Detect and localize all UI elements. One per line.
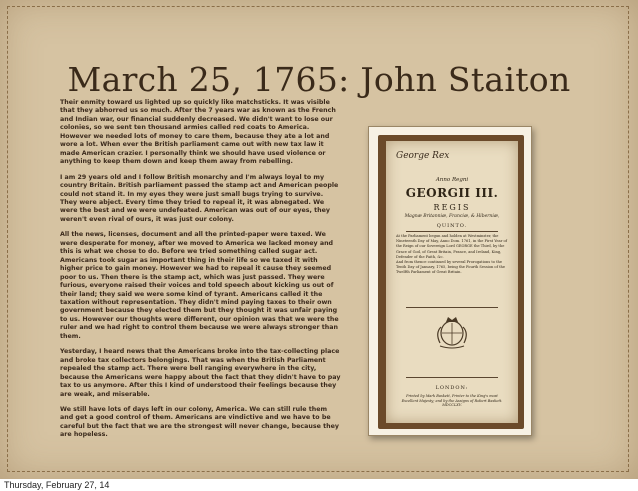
paragraph: Their enmity toward us lighted up so quickly like matchsticks. It was visible that they abhorred us so much. After the 7 years war as known as the French and Indian war, our financial suddenly decreased. We didn't want to lose our colonies, so we sent ten thousand armies called red coats to America. However we needed lots of money to care them, because they ate a lot and wore a lot. When ever the British parliament came out with new tax law it made American crazier. I personally think we should have used violence or anything to keep them down and keep them away from rebelling.	[60, 99, 336, 166]
paragraph: Yesterday, I heard news that the Americans broke into the tax-collecting place and broke tax collectors belongings. That was when the British Parliament repealed the stamp act. There were bell ranging everywhere in the city, because the Americans were happy about the fact that they didn't have to pay tax to us anymore. After this I kind of understood their feelings because they are weak, and miserable.	[60, 348, 341, 398]
imprint-text: Printed by Mark Baskett, Printer to the King's most Excellent Majesty; and by the Assigns of Robert Baskett. MDCCLXV.	[401, 394, 503, 408]
journal-text	[60, 99, 342, 447]
paragraph: We still have lots of days left in our colony, America. We can still rule them and get a good control of them. Americans are vindictive and we have to be careful but the fact that we are the strongest will never change, because they are hopeless.	[60, 405, 339, 439]
parliament-body: At the Parliament begun and holden at Westminster, the Nineteenth Day of May, Anno Dom. 1761, in the First Year of the Reign of our Sovereign Lord GEORGE the Third, by the Grace of God, of Great Britain, France, and Ireland, King, Defender of the Faith, &c.	[396, 234, 507, 259]
continued-text: And from thence continued by several Prorogations to the Tenth Day of January, 1765, being the Fourth Session of the Twelfth Parliament of Great Britain.	[396, 260, 505, 275]
title-page	[386, 141, 518, 423]
king-name: GEORGII III.	[405, 186, 499, 200]
slide-title: March 25, 1765: John Staiton	[67, 60, 571, 99]
book-cover	[378, 135, 524, 429]
regis-text: REGIS	[433, 203, 471, 212]
paragraph: All the news, licenses, document and all the printed-paper were taxed. We were desperate for money, after we moved to America we lacked money and this is what we chose to do. Before we tried something called sugar act. Americans took sugar as important thing in their life so we taxed it with higher price to gain money. However we had to repeal it cause they seemed poor to us. Then there is the stamp act, which was just passed. They were furious, everyone raised their voices and told speech about kicking us out of their land; they said we were some kind of tyrant. Americans called it the taxation without representation. They didn't mind paying taxes to their own government because they elected them but they thought it was unfair paying to us. However our thoughts were different, our opinion was that we were the ruler and we had right to control them because we were always stronger than them.	[60, 231, 339, 340]
session-text: QUINTO.	[436, 223, 468, 229]
slide-date: Thursday, February 27, 14	[4, 480, 110, 490]
divider	[406, 307, 498, 308]
royal-crest-icon	[432, 313, 472, 351]
london-text: LONDON:	[435, 385, 469, 391]
king-signature: George Rex	[396, 151, 450, 161]
realms-text: Magnæ Britanniæ, Franciæ, & Hiberniæ,	[404, 214, 500, 219]
stamp-act-document-photo	[368, 126, 532, 436]
divider	[406, 231, 498, 232]
parliament-text	[396, 234, 508, 276]
anno-regni-text: Anno Regni	[435, 177, 469, 183]
divider	[406, 377, 498, 378]
paragraph: I am 29 years old and I follow British monarchy and I'm always loyal to my country Britain. British parliament passed the stamp act and American people could not stand it. In my eyes they were just small bugs trying to survive. They were abject. Every time they tried to repeal it, it was abnegated. We were the best and we were undefeated. American was out of our eyes, they weren't even rival of ours, it was just our colony.	[60, 173, 339, 223]
